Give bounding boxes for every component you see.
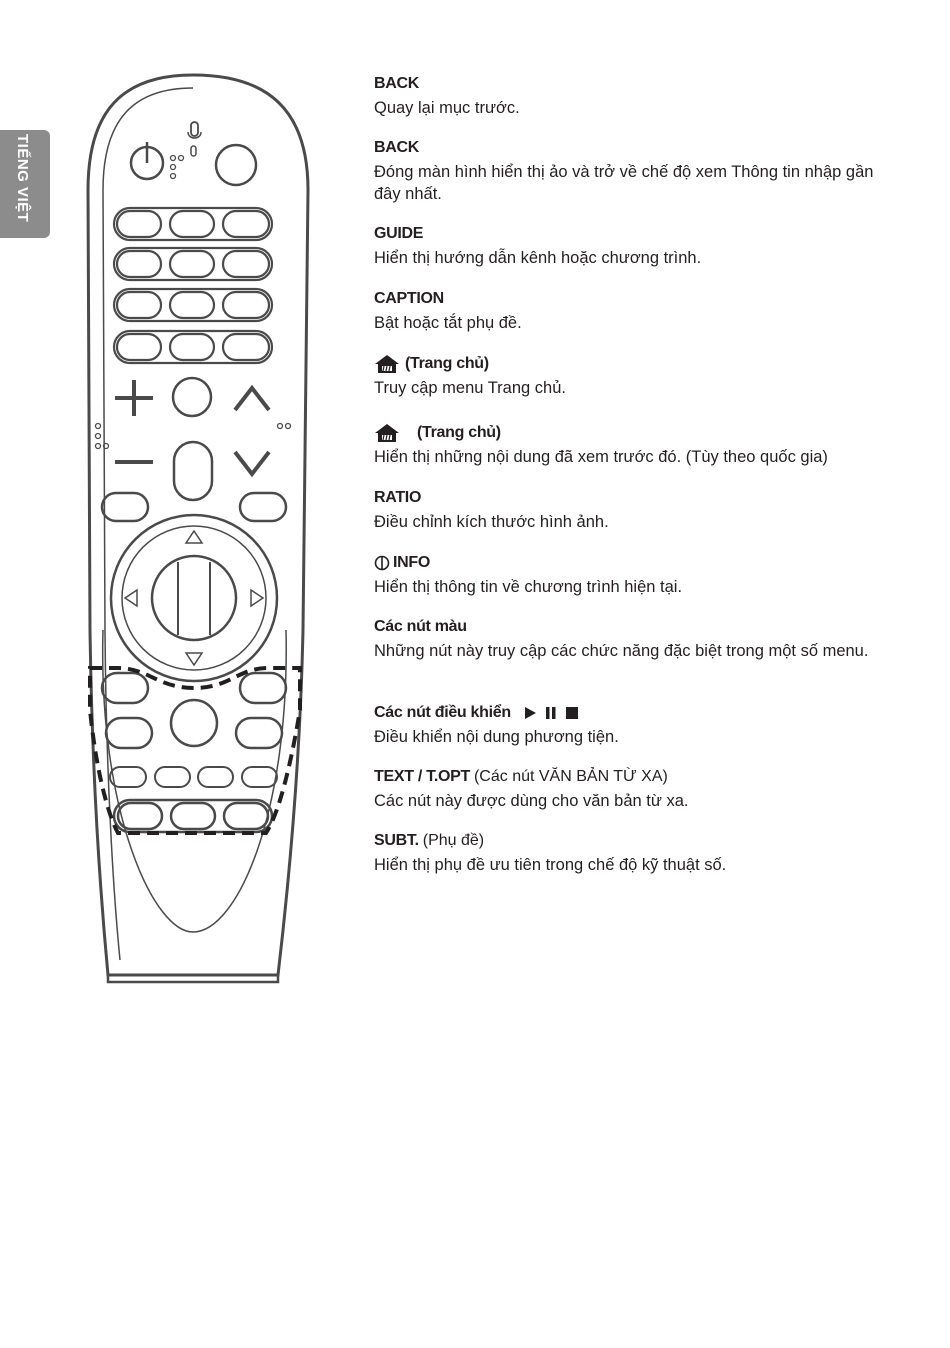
entry-title: Các nút màu <box>374 618 467 635</box>
info-icon <box>374 555 390 571</box>
entry-title: Các nút điều khiển <box>374 704 511 721</box>
stop-icon <box>565 706 579 720</box>
entry-title-suffix: (Các nút VĂN BẢN TỪ XA) <box>473 768 668 785</box>
home-icon <box>374 354 400 374</box>
entry-color-buttons <box>374 617 894 662</box>
language-tab-label: TIẾNG VIỆT <box>14 134 31 223</box>
entry-title: INFO <box>393 554 431 571</box>
entry-title: BACK <box>374 75 420 92</box>
entry-desc: Hiển thị hướng dẫn kênh hoặc chương trình. <box>374 249 702 267</box>
entry-desc: Đóng màn hình hiển thị ảo và trở về chế độ xem Thông tin nhập gần đây nhất. <box>374 163 874 203</box>
remote-illustration <box>78 70 318 990</box>
entry-title: GUIDE <box>374 225 424 242</box>
entry-desc: Hiển thị thông tin về chương trình hiện tại. <box>374 578 683 596</box>
entry-title: (Trang chủ) <box>405 355 489 372</box>
entry-desc: Điều chỉnh kích thước hình ảnh. <box>374 513 609 531</box>
entry-title: SUBT. <box>374 832 419 849</box>
entry-info <box>374 553 894 598</box>
play-icon <box>523 706 537 720</box>
entry-title: CAPTION <box>374 290 444 307</box>
entry-title: (Trang chủ) <box>417 424 501 441</box>
language-tab <box>0 130 50 238</box>
entry-desc: Hiển thị phụ đề ưu tiên trong chế độ kỹ thuật số. <box>374 856 727 874</box>
entry-title: BACK <box>374 139 420 156</box>
entry-desc: Truy cập menu Trang chủ. <box>374 379 566 397</box>
entry-title: TEXT / T.OPT <box>374 768 470 785</box>
entry-home-1 <box>374 354 894 399</box>
home-icon <box>374 423 400 443</box>
entry-desc: Các nút này được dùng cho văn bản từ xa. <box>374 792 689 810</box>
entry-desc: Bật hoặc tắt phụ đề. <box>374 314 522 332</box>
entry-control-buttons <box>374 703 894 748</box>
entry-back-1 <box>374 74 894 119</box>
entry-desc: Hiển thị những nội dung đã xem trước đó. (Tùy theo quốc gia) <box>374 448 828 466</box>
entry-desc: Những nút này truy cập các chức năng đặc biệt trong một số menu. <box>374 642 869 660</box>
entry-subt <box>374 831 894 876</box>
entry-desc: Quay lại mục trước. <box>374 99 520 117</box>
entry-title-suffix: (Phụ đề) <box>422 832 485 849</box>
entry-ratio <box>374 488 894 533</box>
entry-text-topt <box>374 767 894 812</box>
entry-desc: Điều khiển nội dung phương tiện. <box>374 728 619 746</box>
entry-title: RATIO <box>374 489 422 506</box>
pause-icon <box>545 706 557 720</box>
entry-guide <box>374 224 894 269</box>
entry-back-2 <box>374 138 894 205</box>
entry-home-2 <box>374 423 894 468</box>
entry-caption <box>374 289 894 334</box>
